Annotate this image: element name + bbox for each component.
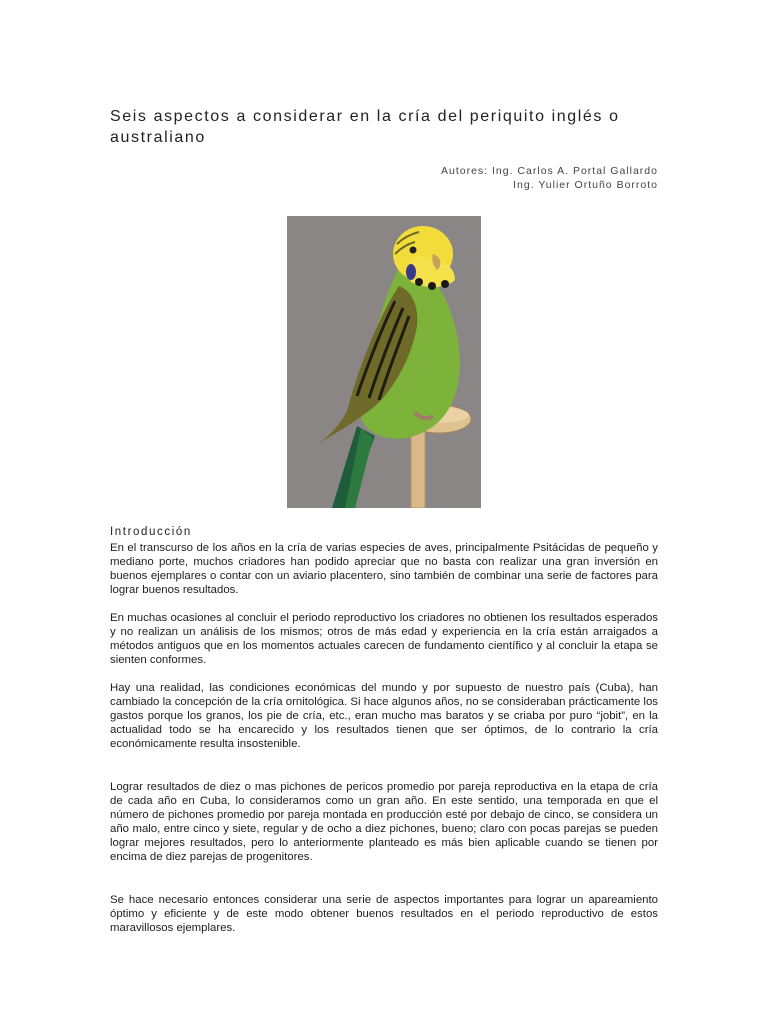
author-line-2: Ing. Yulier Ortuño Borroto (513, 179, 658, 191)
throat-spot (415, 278, 423, 286)
throat-spot (441, 280, 449, 288)
bird-eye (410, 247, 417, 254)
paragraph-5: Se hace necesario entonces considerar una serie de aspectos importantes para lograr un apareamiento óptimo y eficiente y de este modo obtener buenos resultados en el periodo reproductivo de estos maravillosos ejemplares. (110, 894, 658, 935)
authors-block (441, 164, 658, 192)
budgerigar-photo (287, 216, 481, 508)
throat-spot (428, 282, 436, 290)
page-title: Seis aspectos a considerar en la cría del periquito inglés o australiano (110, 108, 620, 146)
paragraph-2: En muchas ocasiones al concluir el periodo reproductivo los criadores no obtienen los resultados esperados y no realizan un análisis de los mismos; otros de más edad y experiencia en la cría están arraigados a métodos antiguos que en los momentos actuales carecen de fundamento científico y al concluir la etapa se sienten conformes. (110, 612, 658, 667)
section-heading-introduccion: Introducción (110, 526, 192, 538)
author-line-1: Autores: Ing. Carlos A. Portal Gallardo (440, 165, 658, 177)
paragraph-4: Lograr resultados de diez o mas pichones de pericos promedio por pareja reproductiva en la etapa de cría de cada año en Cuba, lo consideramos como un gran año. En este sentido, una temporada en que el número de pichones promedio por pareja montada en producción esté por debajo de cinco, se considera un año malo, entre cinco y siete, regular y de ocho a diez pichones, bueno; claro con pocas parejas se pueden lograr mejores resultados, pero lo anteriormente planteado es más bien aplicable cuando se tienen por encima de diez parejas de progenitores. (110, 781, 658, 864)
paragraph-1: En el transcurso de los años en la cría de varias especies de aves, principalmente Psitácidas de pequeño y mediano porte, muchos criadores han podido apreciar que no basta con realizar una gran inversión en buenos ejemplares o contar con un aviario placentero, sino también de combinar una serie de factores para lograr buenos resultados. (110, 542, 658, 597)
paragraph-3: Hay una realidad, las condiciones económicas del mundo y por supuesto de nuestro país (Cuba), han cambiado la concepción de la cría ornitológica. Si hace algunos años, no se consideraban prácticamente los gastos porque los granos, los pie de cría, etc., eran mucho mas baratos y se criaba por puro “jobit”, en la actualidad todo se ha encarecido y los resultados tienen que ser óptimos, de lo contrario la cría económicamente resulta insostenible. (110, 682, 658, 751)
perch-pole (411, 426, 425, 508)
budgerigar-illustration (287, 216, 481, 508)
cheek-patch (406, 264, 416, 280)
